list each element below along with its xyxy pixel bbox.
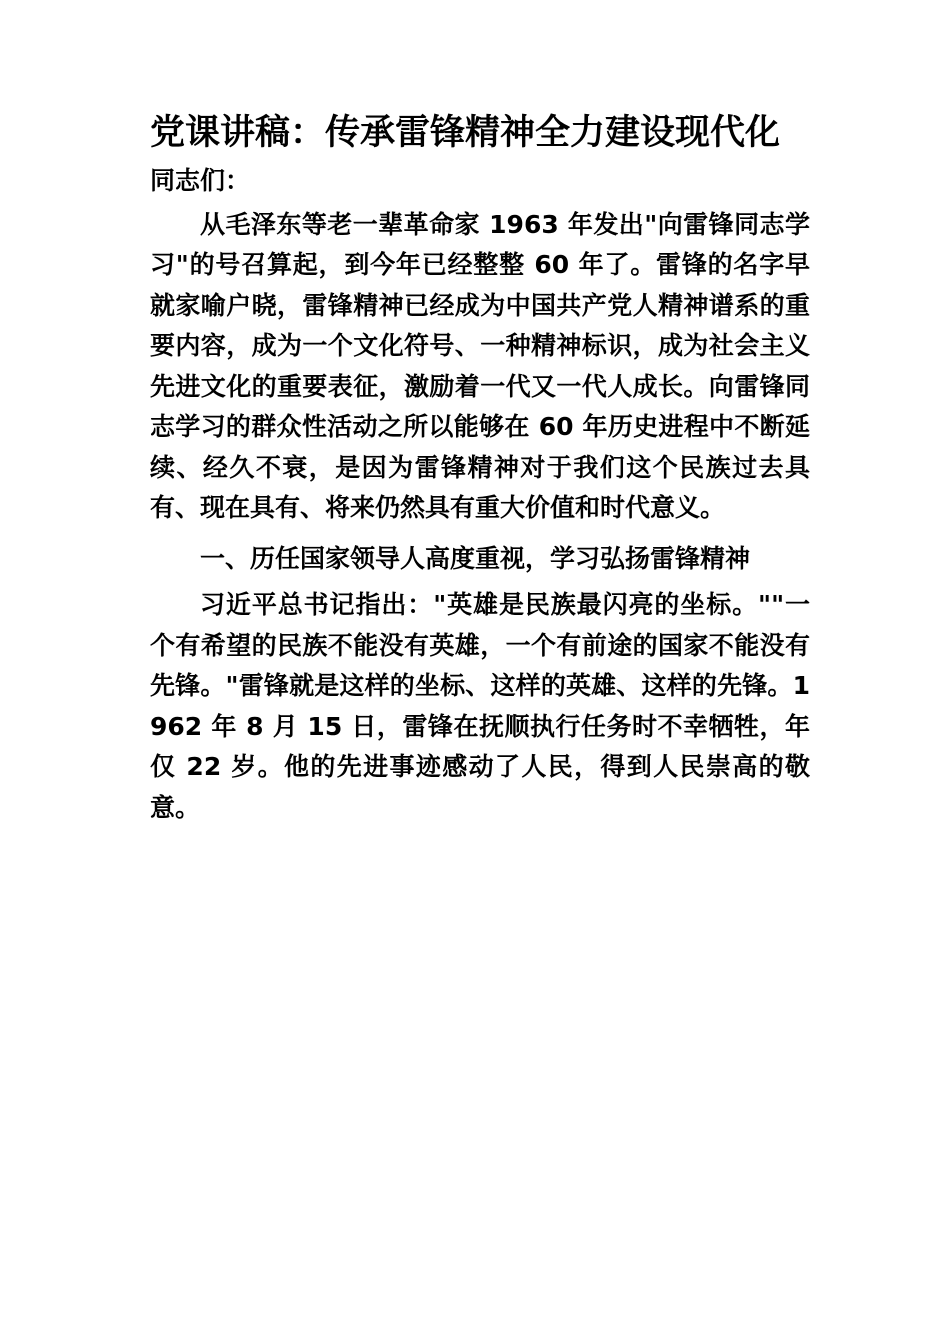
page-title: 党课讲稿：传承雷锋精神全力建设现代化 (150, 113, 781, 153)
body-paragraph: 从毛泽东等老一辈革命家 1963 年发出"向雷锋同志学习"的号召算起，到今年已经整整 60 年了。雷锋的名字早就家喻户晓，雷锋精神已经成为中国共产党人精神谱系的重要内容，成为一个文化符号、一种精神标识，成为社会主义先进文化的重要表征，激励着一代又一代人成长。向雷锋同志学习的群众性活动之所以能够在 60 年历史进程中不断延续、经久不衰，是因为雷锋精神对于我们这个民族过去具有、现在具有、将来仍然具有重大价值和时代意义。 (150, 209, 810, 522)
body-paragraph: 习近平总书记指出："英雄是民族最闪亮的坐标。""一个有希望的民族不能没有英雄，一个有前途的国家不能没有先锋。"雷锋就是这样的坐标、这样的英雄、这样的先锋。1962 年 8 月 15 日，雷锋在抚顺执行任务时不幸牺牲，年仅 22 岁。他的先进事迹感动了人民，得到人民崇高的敬意。 (150, 590, 810, 822)
salutation-line: 同志们： (150, 165, 251, 195)
section-heading: 一、历任国家领导人高度重视，学习弘扬雷锋精神 (200, 543, 751, 573)
